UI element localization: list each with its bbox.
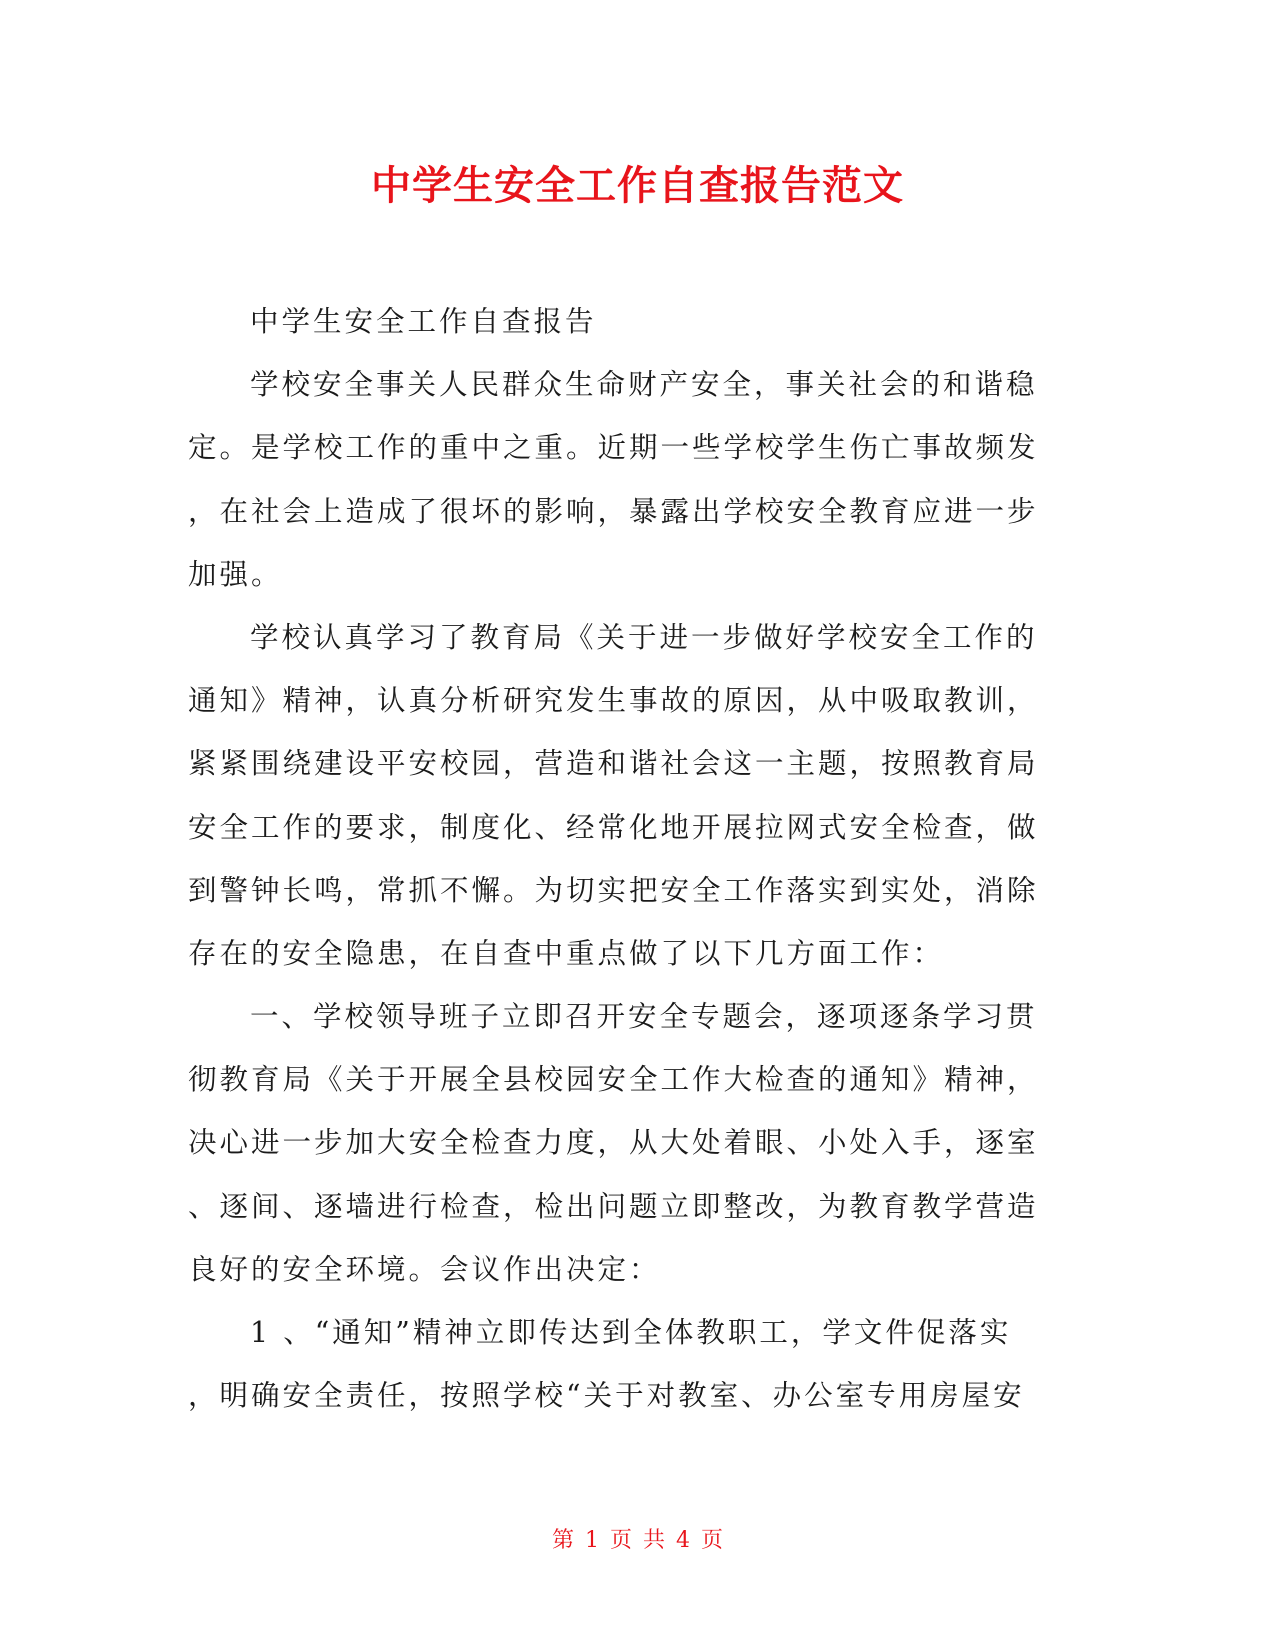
body-line: 定。是学校工作的重中之重。近期一些学校学生伤亡事故频发 xyxy=(188,431,1039,465)
body-line: ，在社会上造成了很坏的影响，暴露出学校安全教育应进一步 xyxy=(188,494,1039,528)
document-title: 中学生安全工作自查报告范文 xyxy=(371,163,904,209)
body-line: 、逐间、逐墙进行检查，检出问题立即整改，为教育教学营造 xyxy=(188,1189,1039,1223)
body-line: 到警钟长鸣，常抓不懈。为切实把安全工作落实到实处，消除 xyxy=(188,873,1039,907)
document-body xyxy=(188,290,1084,1427)
body-line: 紧紧围绕建设平安校园，营造和谐社会这一主题，按照教育局 xyxy=(188,747,1039,781)
body-line: ，明确安全责任，按照学校“关于对教室、办公室专用房屋安 xyxy=(188,1379,1025,1413)
body-line: 通知》精神，认真分析研究发生事故的原因，从中吸取教训， xyxy=(188,684,1039,718)
body-line: 一、学校领导班子立即召开安全专题会，逐项逐条学习贯 xyxy=(250,1000,1038,1034)
page-number-footer: 第 1 页 共 4 页 xyxy=(552,1528,723,1553)
body-line: 安全工作的要求，制度化、经常化地开展拉网式安全检查，做 xyxy=(188,810,1039,844)
body-line: 良好的安全环境。会议作出决定： xyxy=(188,1252,661,1286)
body-line: 学校认真学习了教育局《关于进一步做好学校安全工作的 xyxy=(250,620,1038,654)
body-line: 存在的安全隐患，在自查中重点做了以下几方面工作： xyxy=(188,936,945,970)
body-line: 学校安全事关人民群众生命财产安全，事关社会的和谐稳 xyxy=(250,368,1038,402)
body-line: 加强。 xyxy=(188,557,283,591)
body-line: 决心进一步加大安全检查力度，从大处着眼、小处入手，逐室 xyxy=(188,1126,1039,1160)
body-line: 彻教育局《关于开展全县校园安全工作大检查的通知》精神， xyxy=(188,1063,1039,1097)
body-line: 1 、“通知”精神立即传达到全体教职工，学文件促落实 xyxy=(250,1316,1012,1349)
body-line: 中学生安全工作自查报告 xyxy=(250,305,597,338)
